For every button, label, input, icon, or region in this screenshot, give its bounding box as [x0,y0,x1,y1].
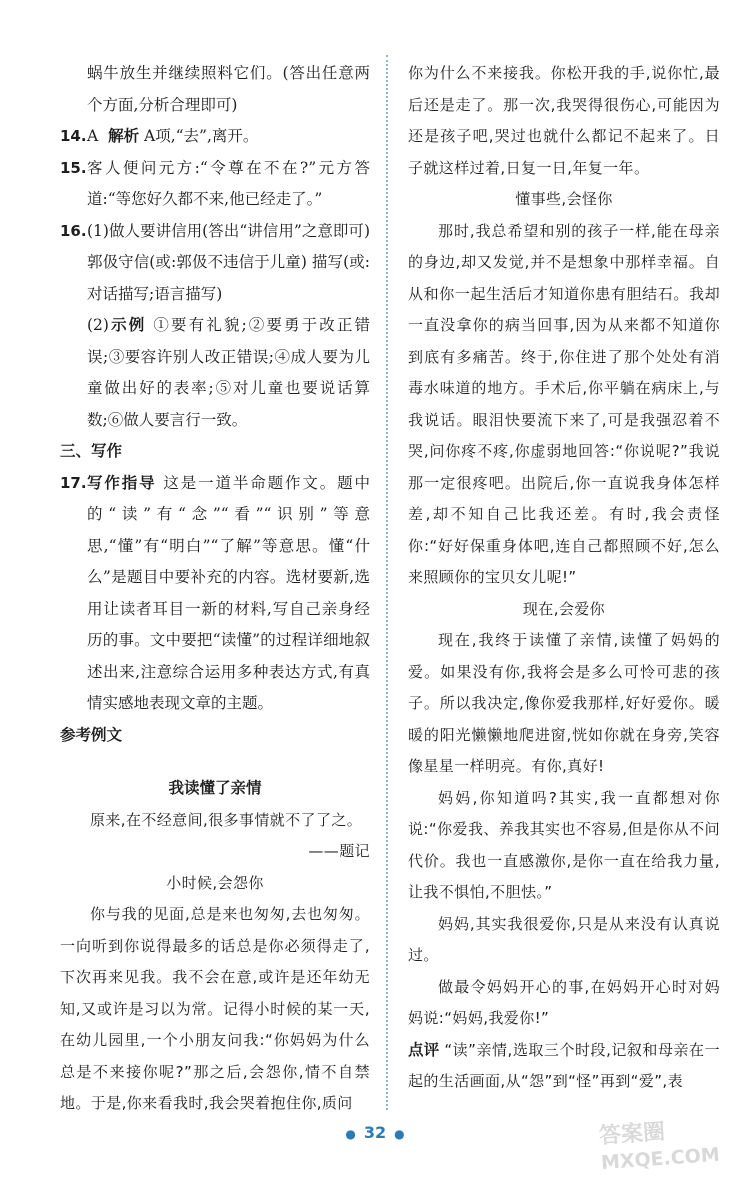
answer-text: 客人便问元方:“令尊在不在?”元方答道:“等您好久都不来,他已经走了。” [87,158,370,208]
epigraph: 原来,在不经意间,很多事情就不了了之。 [90,810,363,829]
writing-guide-text: 这是一道半命题作文。题中的“读”有“念”“看”“识别”等意思,“懂”有“明白”“了解”等意思。懂“什么”是题目中要补充的内容。选材要新,选用让读者耳目一新的材料,写自己亲身经历的事。文中要把“读懂”的过程详细地叙述出来,注意综合运用多种表达方式,有真情实感地表现文章的主题。 [87,473,370,712]
essay-paragraph-6: 做最令妈妈开心的事,在妈妈开心时对妈妈说:“妈妈,我爱你!” [408,977,720,1027]
page-number: 32 [363,1123,387,1142]
essay-paragraph-2: 那时,我总希望和别的孩子一样,能在母亲的身边,却又发觉,并不是想象中那样幸福。自从和你一起生活后才知道你患有胆结石。我却一直没拿你的病当回事,因为从来都不知道你到底有多痛苦。终于,你住进了那个处处有消毒水味道的地方。手术后,你平躺在病床上,与我说话。眼泪快要流下来了,可是我强忍着不哭,问你疼不疼,你虚弱地回答:“你说呢?”我说那一定很疼吧。出院后,你一直说我身体怎样差,却不知自己比我还差。有时,我会责怪你:“好好保重身体吧,连自己都照顾不好,怎么来照顾你的宝贝女儿呢!” [408,221,720,586]
essay-subheading-2: 懂事些,会怪你 [515,190,613,208]
watermark-url: MXQE.COM [600,1143,721,1175]
epigraph-signature: ——题记 [308,842,370,860]
footer-dot-icon: ● [345,1126,356,1141]
essay-subheading-1: 小时候,会怨你 [166,873,264,892]
reference-essay-label: 参考例文 [60,725,123,744]
question-17 [60,468,370,720]
analysis-label: 解析 [108,127,140,145]
essay-paragraph-5: 妈妈,其实我很爱你,只是从来没有认真说过。 [408,914,720,964]
watermark-text: 答案圈 [598,1119,666,1150]
question-16 [60,216,370,437]
question-number: 14. [60,127,87,145]
essay-paragraph-1-continued: 你为什么不来接我。你松开我的手,说你忙,最后还是走了。那一次,我哭得很伤心,可能因为还是孩子吧,哭过也就什么都记不起来了。日子就这样过着,日复一日,年复一年。 [408,64,720,177]
analysis-text: A项,“去”,离开。 [144,127,259,145]
essay-subheading-3: 现在,会爱你 [522,599,606,618]
answer-part-2-prefix: (2) [87,316,109,334]
example-label: 示例 [108,316,147,334]
left-column [60,58,370,1120]
essay-paragraph-1: 你与我的见面,总是来也匆匆,去也匆匆。一向听到你说得最多的话总是你必须得走了,下次再来见我。我不会在意,或许是还年幼无知,又或许是习以为常。记得小时候的某一天,在幼儿园里,一个小朋友问我:“你妈妈为什么总是不来接你呢?”那之后,会怨你,情不自禁地。于是,你来看我时,我会哭着抱住你,质问 [60,905,370,1112]
right-column [408,58,720,1098]
answer-part-2: ①要有礼貌;②要勇于改正错误;③要容许别人改正错误;④成人要为儿童做出好的表率;⑤对儿童也要说话算数;⑥做人要言行一致。 [87,316,370,429]
comment-text: “读”亲情,选取三个时段,记叙和母亲在一起的生活画面,从“怨”到“怪”再到“爱”,表 [408,1040,720,1090]
comment-label: 点评 [408,1040,440,1059]
answer: A [87,127,99,145]
answer-part-1: (1)做人要讲信用(答出“讲信用”之意即可)郭伋守信(或:郭伋不违信于儿童) 描写(或:对话描写;语言描写) [87,221,370,303]
column-divider [386,55,388,1110]
q13-continuation: 蜗牛放生并继续照料它们。(答出任意两个方面,分析合理即可) [87,64,370,114]
writing-guide-label: 写作指导 [87,473,157,492]
footer-dot-icon: ● [394,1126,405,1141]
question-15 [60,153,370,216]
question-14 [60,121,370,153]
watermark-logo [598,1116,720,1176]
question-number: 16. [60,221,87,240]
section-heading-writing: 三、写作 [60,442,123,460]
essay-title: 我读懂了亲情 [168,779,262,797]
question-number: 17. [60,473,87,492]
question-number: 15. [60,158,87,177]
essay-paragraph-4: 妈妈,你知道吗?其实,我一直都想对你说:“你爱我、养我其实也不容易,但是你从不问代价。我也一直感激你,是你一直在给我力量,让我不惧怕,不胆怯。” [408,788,720,901]
essay-paragraph-3: 现在,我终于读懂了亲情,读懂了妈妈的爱。如果没有你,我将会是多么可怜可悲的孩子。所以我决定,像你爱我那样,好好爱你。暖暖的阳光懒懒地爬进窗,恍如你就在身旁,笑容像星星一样明亮。有你,真好! [408,631,720,775]
